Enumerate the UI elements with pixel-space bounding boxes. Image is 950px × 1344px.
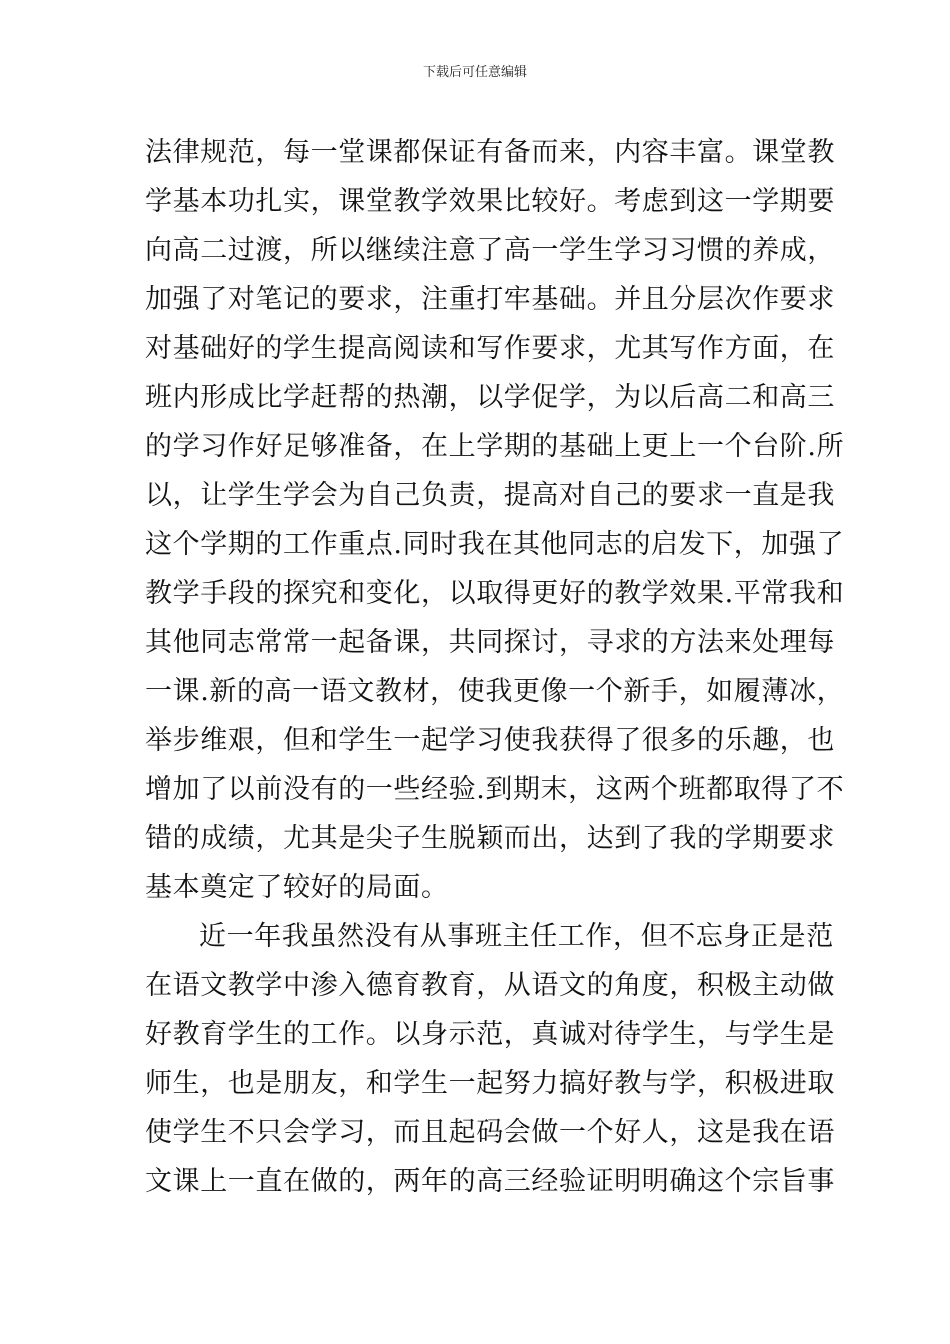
- text-line: 加强了对笔记的要求，注重打牢基础。并且分层次作要求: [145, 284, 835, 315]
- document-body: [145, 128, 845, 1206]
- text-line: 的学习作好足够准备，在上学期的基础上更上一个台阶.所: [145, 431, 845, 462]
- page-header: 下载后可任意编辑: [422, 65, 527, 80]
- text-line: 师生，也是朋友，和学生一起努力搞好教与学，积极进取: [145, 1068, 835, 1099]
- text-line: 举步维艰，但和学生一起学习使我获得了很多的乐趣，也: [145, 725, 835, 756]
- paragraph-2: [145, 912, 835, 1206]
- paragraph-1: [145, 128, 845, 912]
- text-line: 一课.新的高一语文教材，使我更像一个新手，如履薄冰，: [145, 676, 845, 707]
- text-line: 对基础好的学生提高阅读和写作要求，尤其写作方面，在: [145, 333, 835, 364]
- text-line: 教学手段的探究和变化，以取得更好的教学效果.平常我和: [145, 578, 845, 609]
- text-line: 好教育学生的工作。以身示范，真诚对待学生，与学生是: [145, 1019, 835, 1050]
- text-line: 使学生不只会学习，而且起码会做一个好人，这是我在语: [145, 1117, 835, 1148]
- text-line: 这个学期的工作重点.同时我在其他同志的启发下，加强了: [145, 529, 845, 560]
- text-line: 法律规范，每一堂课都保证有备而来，内容丰富。课堂教: [145, 137, 835, 168]
- text-line: 班内形成比学赶帮的热潮，以学促学，为以后高二和高三: [145, 382, 835, 413]
- text-line: 增加了以前没有的一些经验.到期末，这两个班都取得了不: [145, 774, 845, 805]
- text-line: 在语文教学中渗入德育教育，从语文的角度，积极主动做: [145, 970, 835, 1001]
- text-line: 向高二过渡，所以继续注意了高一学生学习习惯的养成，: [145, 235, 835, 266]
- text-line: 基本奠定了较好的局面。: [145, 872, 449, 903]
- text-line: 以，让学生学会为自己负责，提高对自己的要求一直是我: [145, 480, 835, 511]
- text-line: 其他同志常常一起备课，共同探讨，寻求的方法来处理每: [145, 627, 835, 658]
- text-line: 错的成绩，尤其是尖子生脱颖而出，达到了我的学期要求: [145, 823, 835, 854]
- text-line: 近一年我虽然没有从事班主任工作，但不忘身正是范: [199, 921, 834, 952]
- text-line: 学基本功扎实，课堂教学效果比较好。考虑到这一学期要: [145, 186, 835, 217]
- text-line: 文课上一直在做的，两年的高三经验证明明确这个宗旨事: [145, 1166, 835, 1197]
